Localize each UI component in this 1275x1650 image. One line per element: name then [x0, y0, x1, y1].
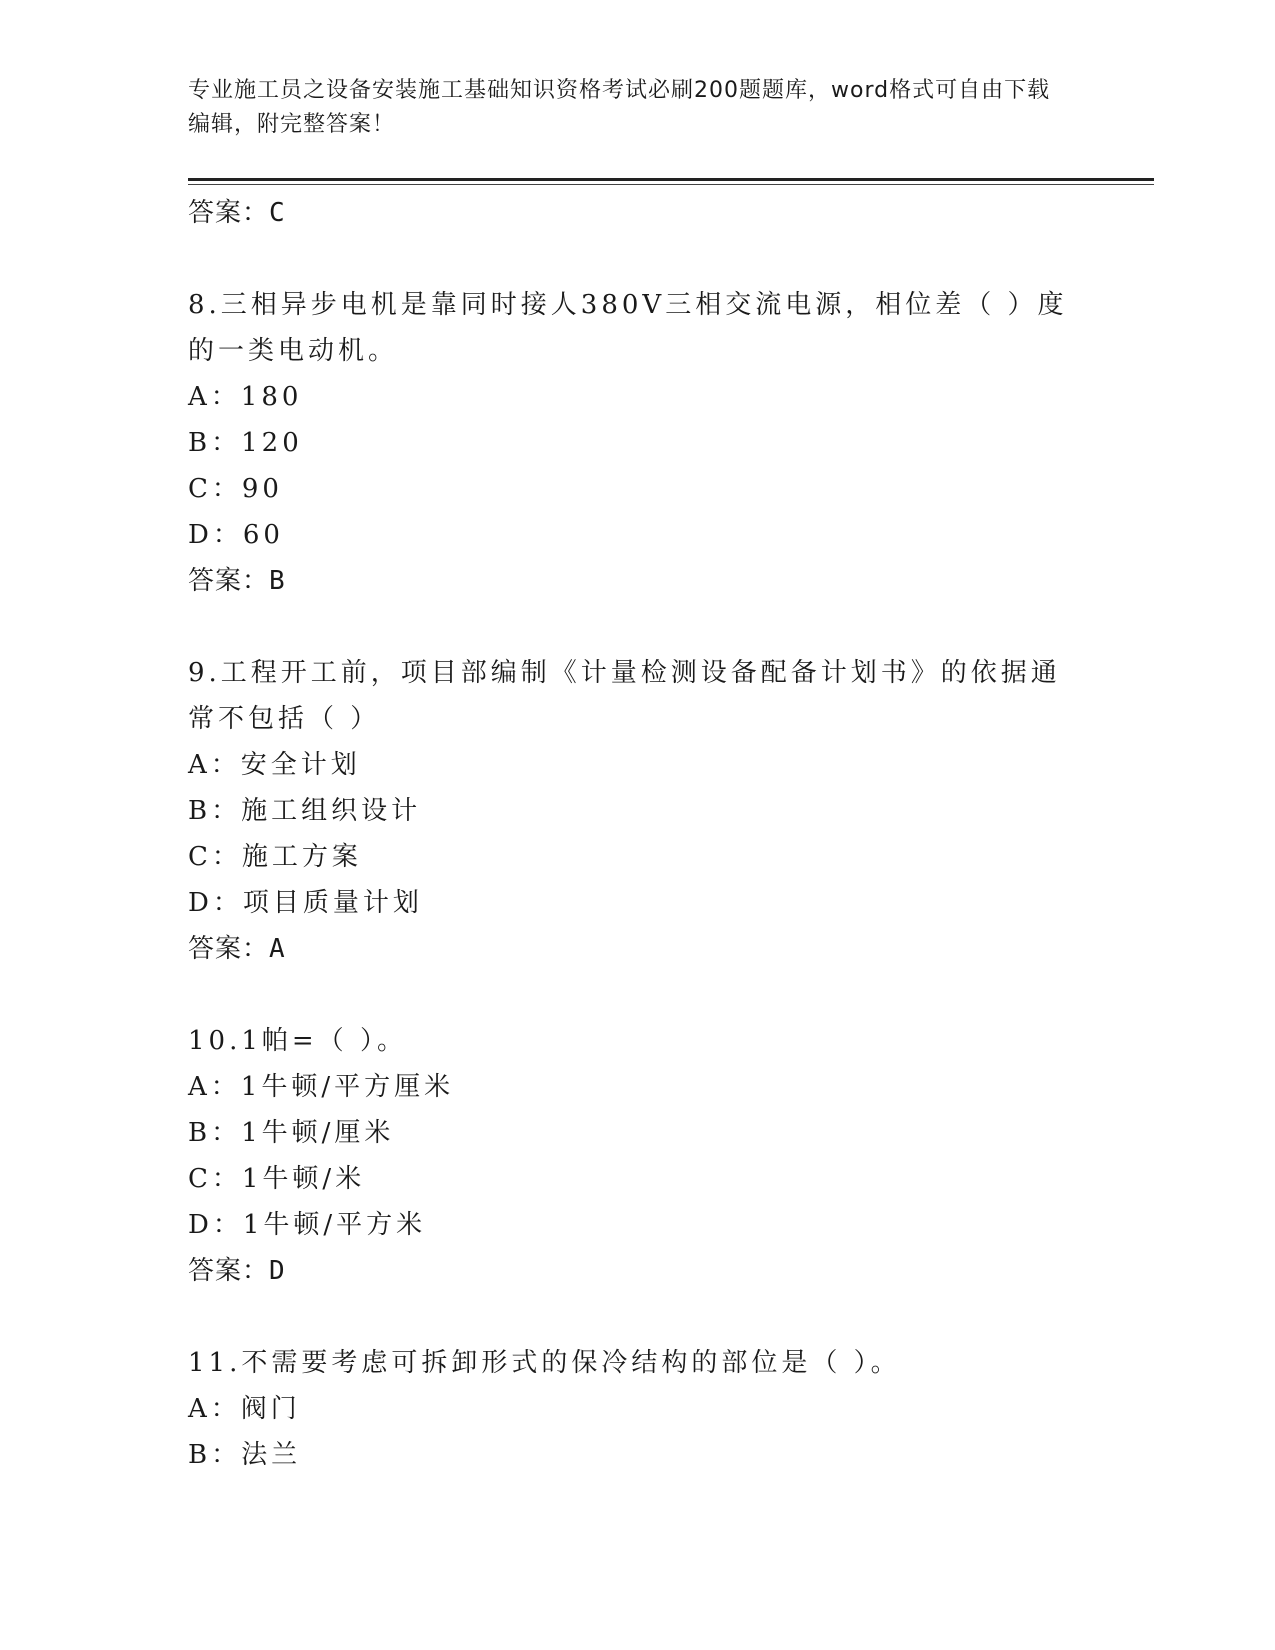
document-header: 专业施工员之设备安装施工基础知识资格考试必刷200题题库，word格式可自由下载编辑，附完整答案！	[188, 78, 1051, 137]
question-text: 11.不需要考虑可拆卸形式的保冷结构的部位是（ ）。	[188, 1348, 901, 1378]
option-d: D：60	[188, 520, 284, 550]
answer-line: 答案：B	[188, 566, 286, 596]
option-a: A：安全计划	[188, 750, 361, 780]
option-b: B：120	[188, 428, 303, 458]
option-b: B：法兰	[188, 1440, 302, 1470]
question-block	[188, 282, 1068, 604]
option-a: A：180	[188, 382, 303, 412]
question-text: 10.1帕=（ ）。	[188, 1026, 407, 1056]
option-c: C：1牛顿/米	[188, 1164, 366, 1194]
option-a: A：阀门	[188, 1394, 301, 1424]
option-b: B：1牛顿/厘米	[188, 1118, 395, 1148]
document-content	[188, 190, 1068, 1478]
option-c: C：施工方案	[188, 842, 362, 872]
option-c: C：90	[188, 474, 283, 504]
header-rule	[188, 178, 1154, 181]
option-d: D：项目质量计划	[188, 888, 423, 918]
option-b: B：施工组织设计	[188, 796, 422, 826]
answer-line: 答案：C	[188, 198, 286, 228]
answer-line: 答案：D	[188, 1256, 286, 1286]
answer-line: 答案：A	[188, 934, 286, 964]
option-d: D：1牛顿/平方米	[188, 1210, 427, 1240]
question-text: 8.三相异步电机是靠同时接人380V三相交流电源，相位差（ ）度的一类电动机。	[188, 290, 1068, 366]
header-rule-thin	[188, 184, 1154, 185]
question-text: 9.工程开工前，项目部编制《计量检测设备配备计划书》的依据通常不包括（ ）	[188, 658, 1061, 734]
option-a: A：1牛顿/平方厘米	[188, 1072, 455, 1102]
question-block	[188, 1018, 1068, 1294]
question-block	[188, 650, 1068, 972]
question-block	[188, 1340, 1068, 1478]
